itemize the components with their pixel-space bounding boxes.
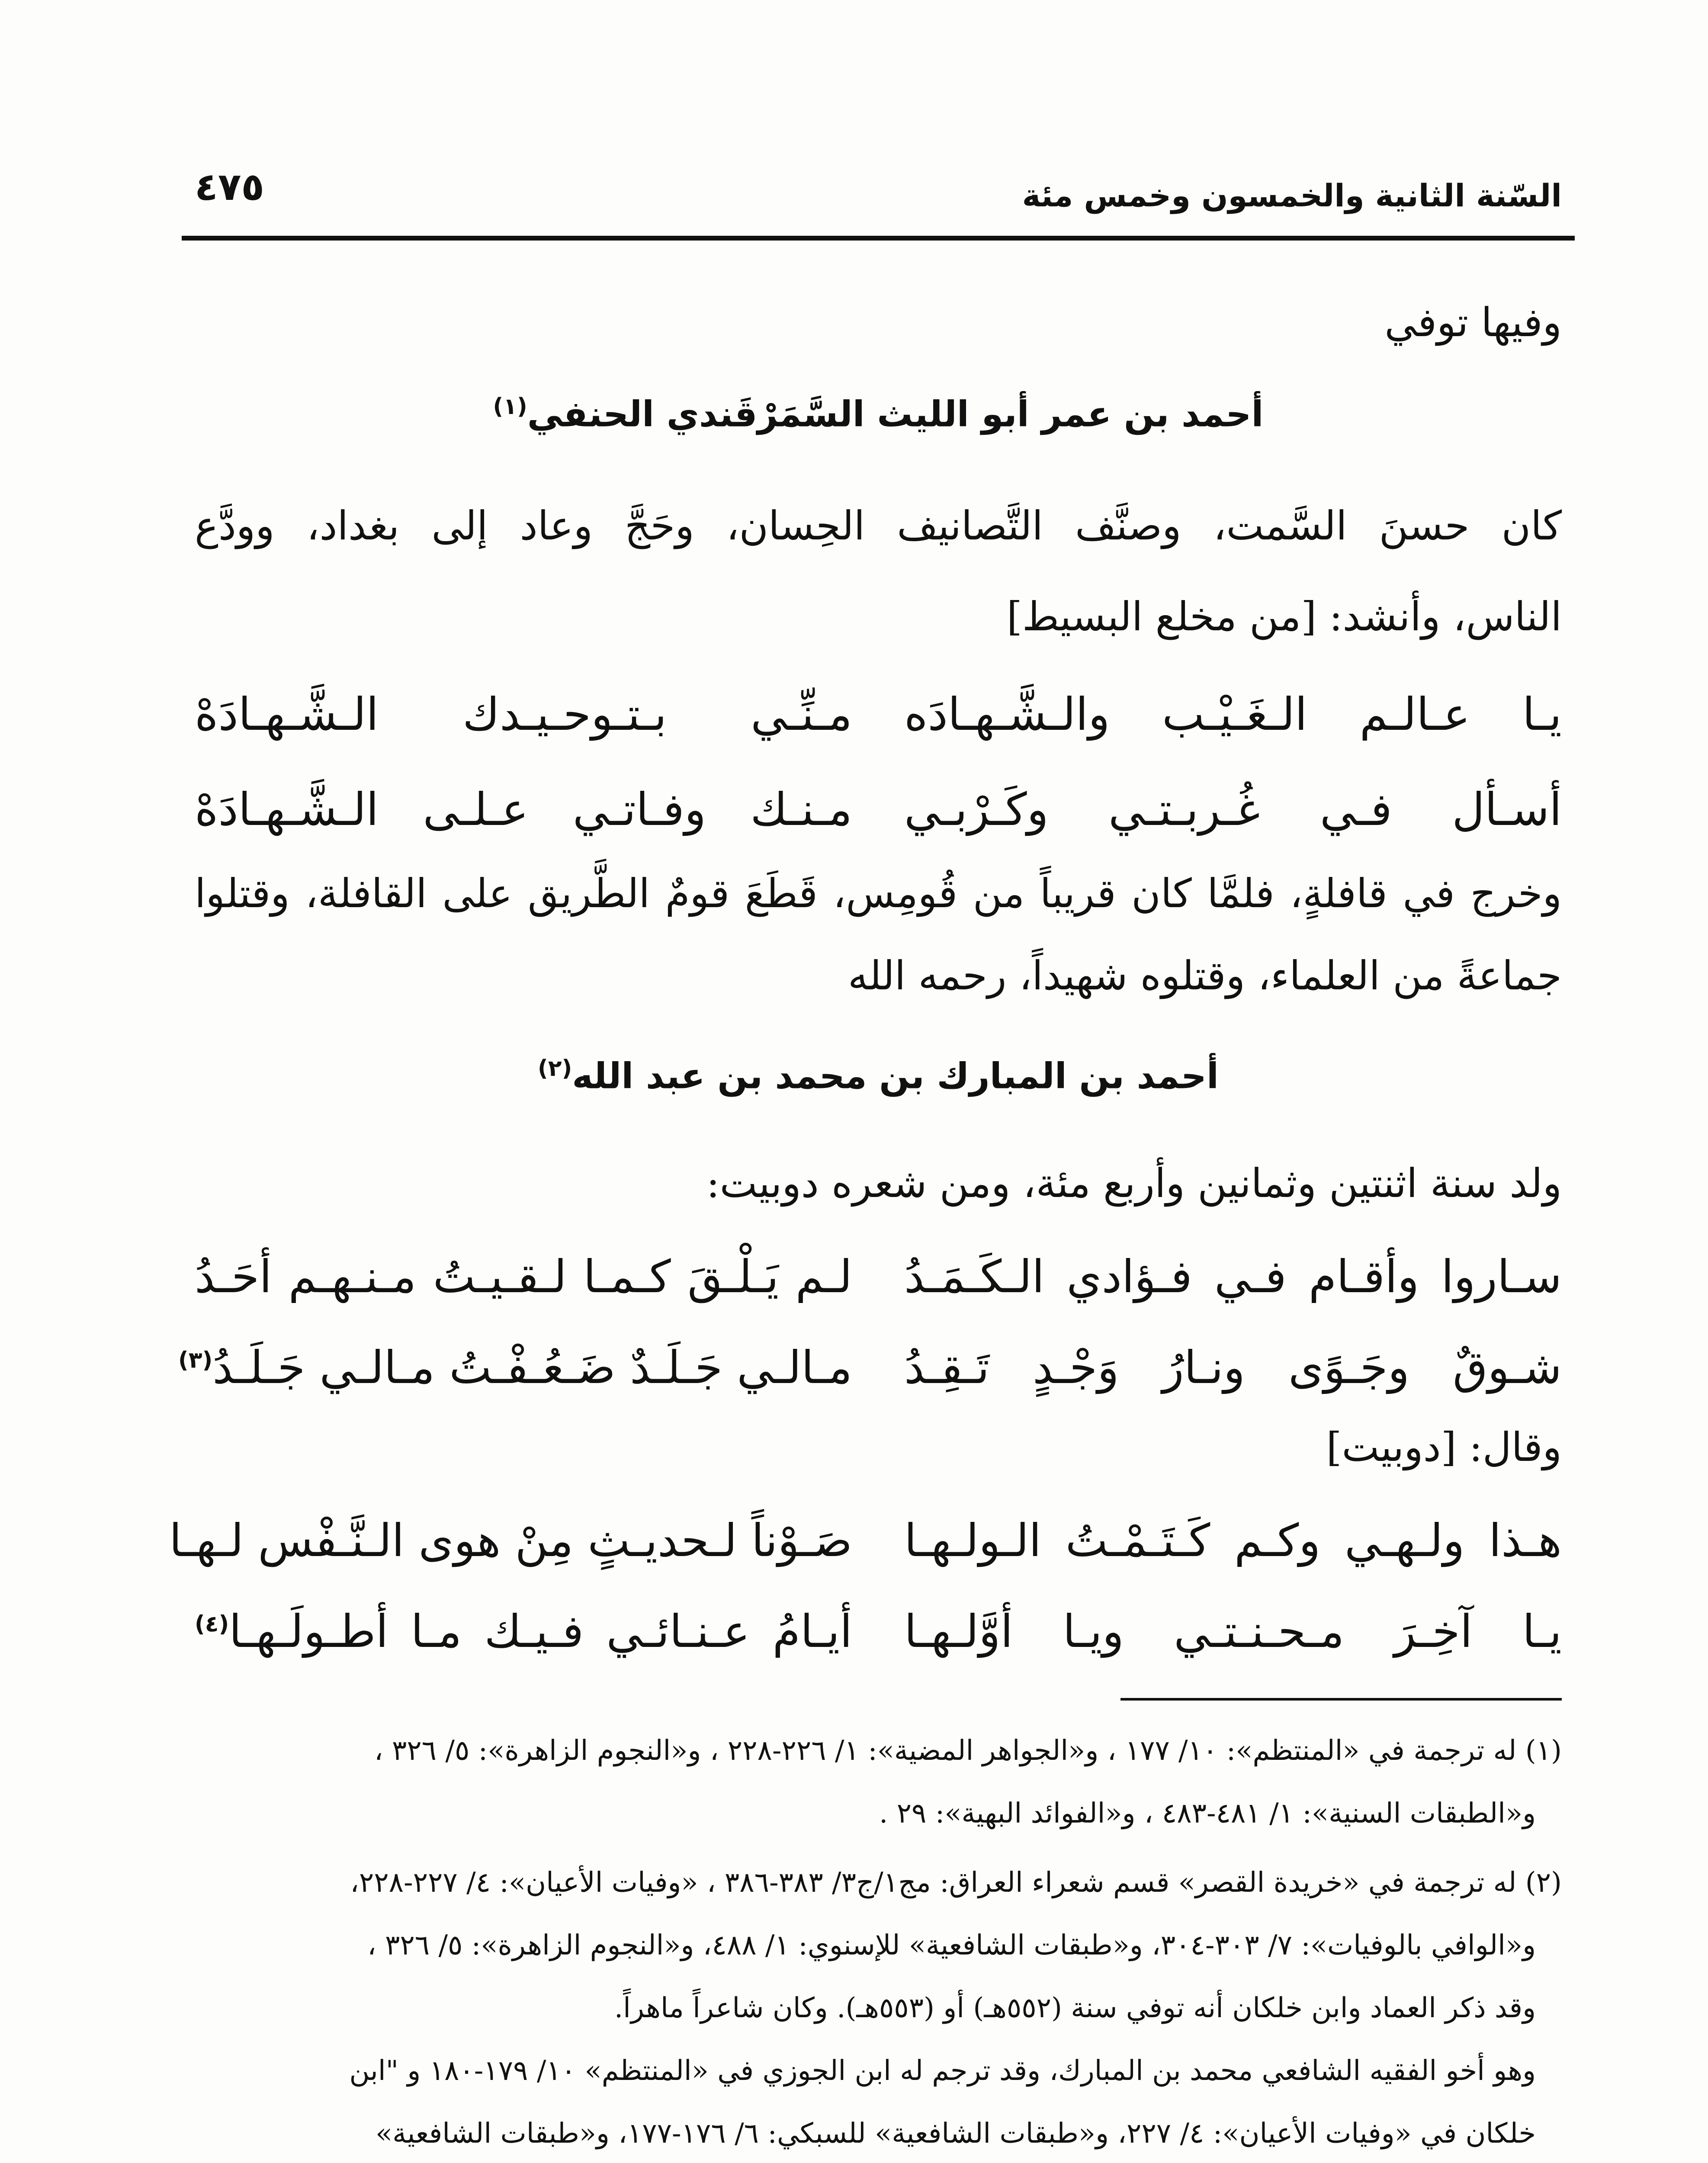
verse-text: أيـامُ عـنـائـي فـيـك مـا أطـولَـهـا (229, 1605, 852, 1658)
footnote-line: و«الطبقات السنية»: ١/ ٤٨١-٤٨٣ ، و«الفوائد البهية»: ٢٩ . (879, 1797, 1536, 1829)
verse-second-hemistich (195, 1605, 852, 1658)
verse-second-hemistich: مـنِّـي بـتـوحـيـدك الـشَّـهـادَهْ (195, 688, 852, 741)
footnote-ref-2: (٢) (537, 1056, 572, 1082)
footnote-line: و«الوافي بالوفيات»: ٧/ ٣٠٣-٣٠٤، و«طبقات الشافعية» للإسنوي: ١/ ٤٨٨، و«النجوم الزاهرة»: ٥/ ٣٢٦ ، (367, 1929, 1536, 1961)
bio1-line3: وخرج في قافلةٍ، فلمَّا كان قريباً من قُومِس، قَطَعَ قومٌ الطَّريق على القافلة، وقتلوا (195, 870, 1562, 917)
verse-first-hemistich: يـا آخِـرَ مـحـنـتـي ويـا أوَّلـهـا (904, 1605, 1562, 1658)
bio1-verse1 (195, 688, 1562, 748)
bio2-heading (195, 1056, 1562, 1097)
verse-second-hemistich: لـم يَـلْـقَ كـمـا لـقـيـتُ مـنـهـم أحَـدُ (195, 1250, 852, 1303)
verse-first-hemistich: هـذا ولـهـي وكـم كَـتَـمْـتُ الـولـهـا (904, 1514, 1562, 1567)
verse-first-hemistich: يـا عـالـم الـغَـيْـب والـشَّـهـادَه (904, 688, 1562, 741)
bio1-verse2 (195, 783, 1562, 844)
bio2-verse4 (195, 1605, 1562, 1666)
bio1-line4: جماعةً من العلماء، وقتلوه شهيداً، رحمه الله (848, 953, 1562, 999)
bio2-line1: ولد سنة اثنتين وثمانين وأربع مئة، ومن شعره دوبيت: (706, 1160, 1562, 1207)
bio2-heading-text: أحمد بن المبارك بن محمد بن عبد الله (572, 1056, 1219, 1097)
footnote-line: خلكان في «وفيات الأعيان»: ٤/ ٢٢٧، و«طبقات الشافعية» للسبكي: ٦/ ١٧٦-١٧٧، و«طبقات الشافعية» (375, 2118, 1536, 2150)
footnote-separator (1120, 1698, 1562, 1701)
intro-line: وفيها توفي (1384, 299, 1562, 346)
verse-second-hemistich (178, 1341, 852, 1394)
bio1-heading (195, 394, 1562, 435)
footnote-ref-1: (١) (493, 394, 527, 420)
bio2-verse3 (169, 1514, 1562, 1575)
header-rule (182, 236, 1575, 241)
footnote-ref-3: (٣) (178, 1347, 213, 1374)
footnote-line: (٢) له ترجمة في «خريدة القصر» قسم شعراء العراق: مج١/ج٣/ ٣٨٣-٣٨٦ ، «وفيات الأعيان»: ٤/ ٢٢٧-٢٢٨، (350, 1867, 1562, 1899)
running-title: السّنة الثانية والخمسون وخمس مئة (1022, 177, 1562, 214)
bio2-verse2 (178, 1341, 1562, 1402)
footnote-line: وقد ذكر العماد وابن خلكان أنه توفي سنة (٥٥٢هـ) أو (٥٥٣هـ). وكان شاعراً ماهراً. (614, 1992, 1536, 2024)
bio2-verse1 (195, 1250, 1562, 1311)
footnote-line: (١) له ترجمة في «المنتظم»: ١٠/ ١٧٧ ، و«الجواهر المضية»: ١/ ٢٢٦-٢٢٨ ، و«النجوم الزاهرة»: ٥/ ٣٢٦ ، (374, 1735, 1562, 1767)
verse-first-hemistich: شـوقٌ وجَـوًى ونـارُ وَجْـدٍ تَـقِـدُ (904, 1341, 1562, 1394)
verse-first-hemistich: أسـأل فـي غُـربـتـي وكَـرْبـي (904, 783, 1562, 836)
verse-second-hemistich: مـنـك وفـاتـي عـلـى الـشَّـهـادَهْ (195, 783, 852, 836)
bio1-heading-text: أحمد بن عمر أبو الليث السَّمَرْقَندي الحنفي (527, 394, 1264, 435)
bio1-line2: الناس، وأنشد: [من مخلع البسيط] (1006, 594, 1562, 640)
footnote-line: وهو أخو الفقيه الشافعي محمد بن المبارك، وقد ترجم له ابن الجوزي في «المنتظم» ١٠/ ١٧٩-١٨٠ و "ابن (349, 2055, 1536, 2087)
bio1-line1: كان حسنَ السَّمت، وصنَّف التَّصانيف الحِسان، وحَجَّ وعاد إلى بغداد، وودَّع (195, 503, 1562, 549)
footnote-ref-4: (٤) (195, 1611, 229, 1637)
page-number: ٤٧٥ (195, 164, 265, 209)
verse-second-hemistich: صَـوْناً لـحديـثٍ مِنْ هوى الـنَّـفْس لـهـا (169, 1514, 852, 1567)
bio2-line2: وقال: [دوبيت] (1326, 1424, 1562, 1470)
verse-first-hemistich: سـاروا وأقـام فـي فـؤادي الـكَـمَـدُ (904, 1250, 1562, 1303)
page-header (195, 160, 1562, 221)
verse-text: مـالـي جَـلَـدٌ ضَـعُـفْـتُ مـالـي جَـلَـدُ (212, 1341, 852, 1394)
